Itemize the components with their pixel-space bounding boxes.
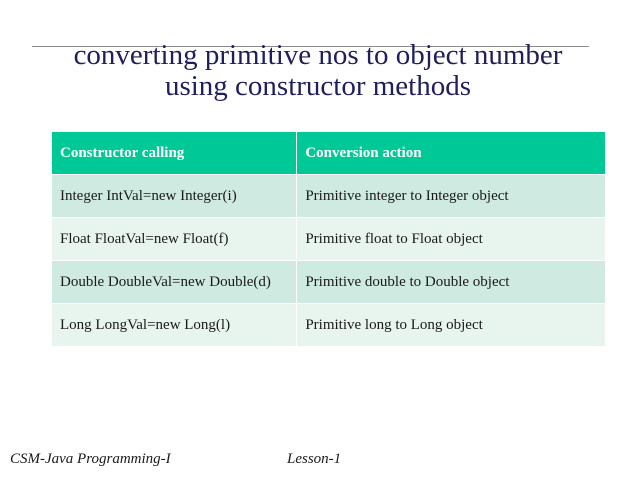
table-row <box>52 218 606 261</box>
slide-title-line-1: converting primitive nos to object number <box>73 39 563 71</box>
cell-conversion: Primitive long to Long object <box>297 304 606 347</box>
header-constructor-calling: Constructor calling <box>52 132 297 175</box>
cell-constructor: Long LongVal=new Long(l) <box>52 304 297 347</box>
cell-constructor: Integer IntVal=new Integer(i) <box>52 175 297 218</box>
constructor-table <box>52 132 606 347</box>
slide-title <box>40 40 596 102</box>
table-row <box>52 175 606 218</box>
table-row <box>52 261 606 304</box>
footer-course: CSM-Java Programming-I <box>10 451 171 467</box>
slide-title-line-2: using constructor methods <box>164 70 472 102</box>
cell-conversion: Primitive integer to Integer object <box>297 175 606 218</box>
cell-conversion: Primitive double to Double object <box>297 261 606 304</box>
cell-conversion: Primitive float to Float object <box>297 218 606 261</box>
cell-constructor: Double DoubleVal=new Double(d) <box>52 261 297 304</box>
table-row <box>52 304 606 347</box>
table-header-row <box>52 132 606 175</box>
header-conversion-action: Conversion action <box>297 132 606 175</box>
footer-lesson: Lesson-1 <box>287 451 342 467</box>
cell-constructor: Float FloatVal=new Float(f) <box>52 218 297 261</box>
